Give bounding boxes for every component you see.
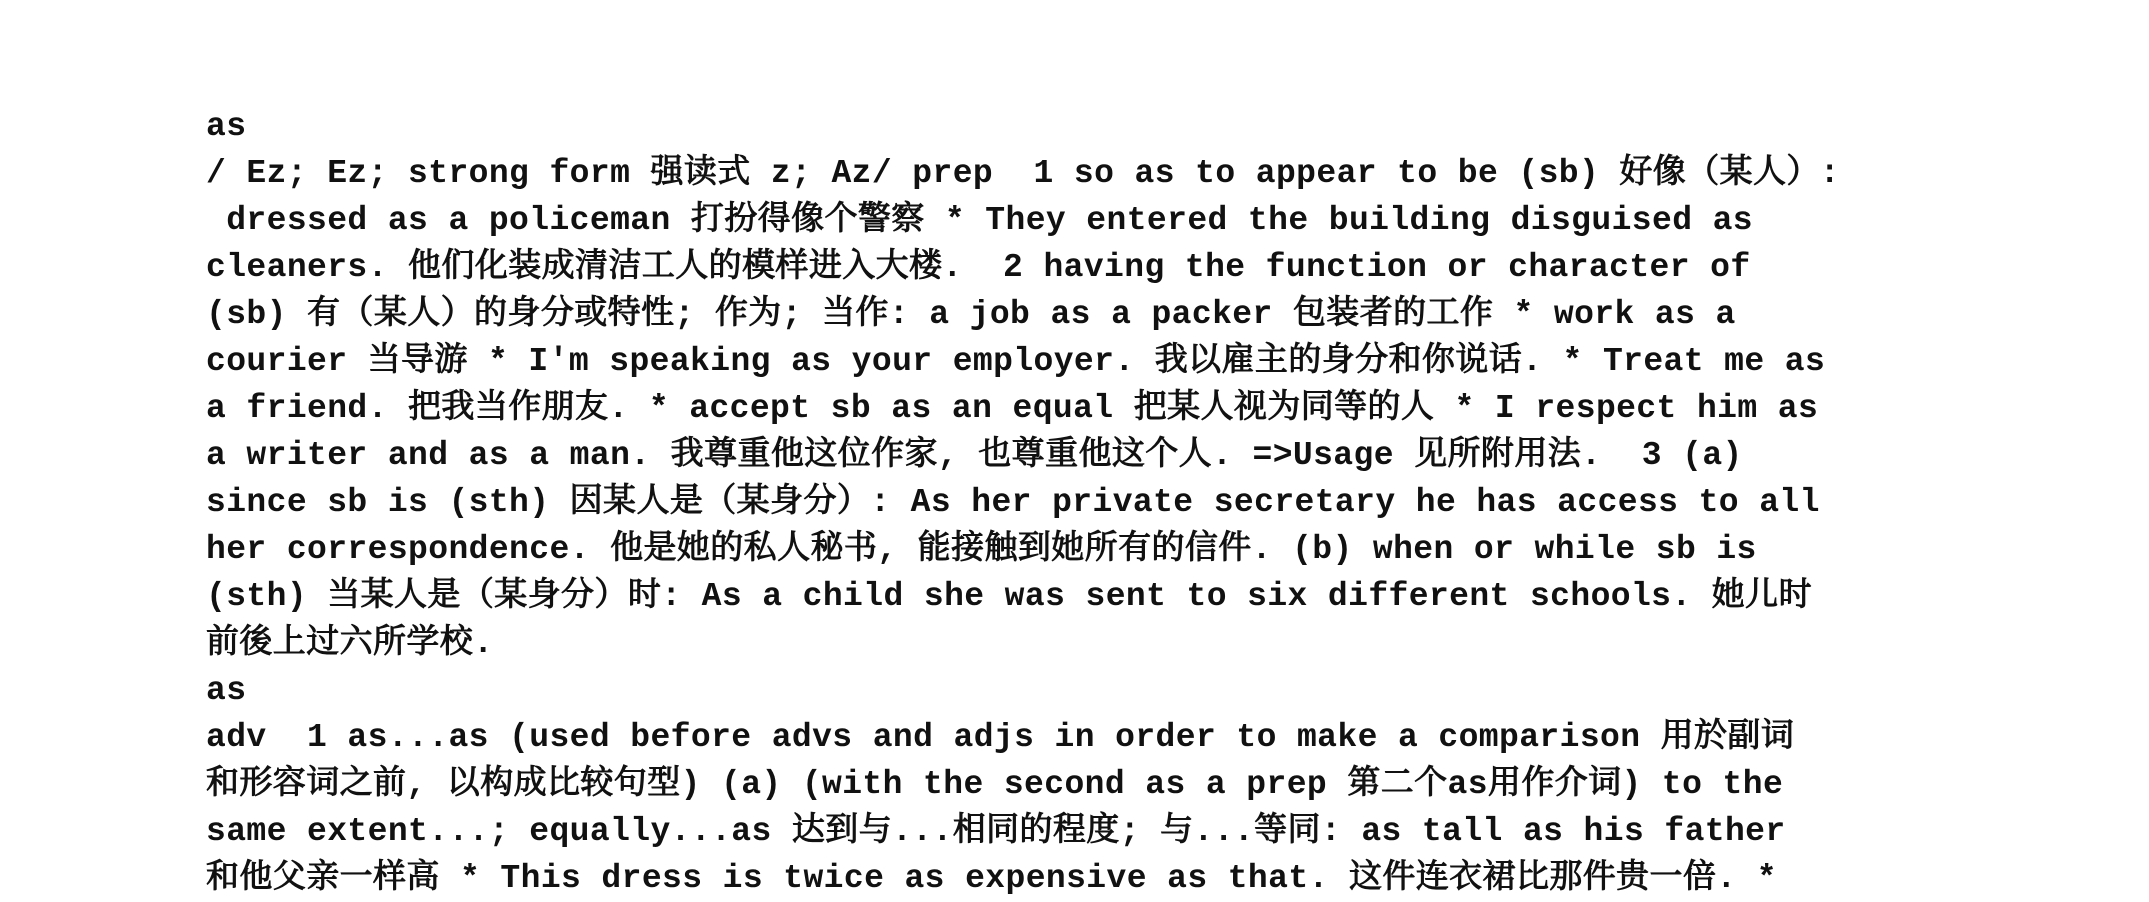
text-line: since sb is (sth) 因某人是（某身分）: As her private secretary he has access to all: [206, 484, 1820, 521]
text-line: her correspondence. 他是她的私人秘书, 能接触到她所有的信件. (b) when or while sb is: [206, 531, 1757, 568]
text-line: / Ez; Ez; strong form 强读式 z; Az/ prep 1 so as to appear to be (sb) 好像（某人）:: [206, 155, 1841, 192]
text-line: a writer and as a man. 我尊重他这位作家, 也尊重他这个人. =>Usage 见所附用法. 3 (a): [206, 437, 1743, 474]
text-line: 和他父亲一样高 * This dress is twice as expensive as that. 这件连衣裙比那件贵一倍. *: [206, 860, 1777, 897]
text-line: courier 当导游 * I'm speaking as your employer. 我以雇主的身分和你说话. * Treat me as: [206, 343, 1826, 380]
text-line: cleaners. 他们化装成清洁工人的模样进入大楼. 2 having the function or character of: [206, 249, 1751, 286]
text-line: 和形容词之前, 以构成比较句型) (a) (with the second as a prep 第二个as用作介词) to the: [206, 766, 1784, 803]
document-body: [206, 103, 2136, 902]
text-line: same extent...; equally...as 达到与...相同的程度; 与...等同: as tall as his father: [206, 813, 1786, 850]
text-line: 前後上过六所学校.: [206, 625, 494, 662]
text-line: adv 1 as...as (used before advs and adjs in order to make a comparison 用於副词: [206, 719, 1795, 756]
text-line: (sb) 有（某人）的身分或特性; 作为; 当作: a job as a packer 包装者的工作 * work as a: [206, 296, 1736, 333]
text-line: a friend. 把我当作朋友. * accept sb as an equal 把某人视为同等的人 * I respect him as: [206, 390, 1819, 427]
text-line: as: [206, 108, 247, 145]
text-line: (sth) 当某人是（某身分）时: As a child she was sent to six different schools. 她儿时: [206, 578, 1812, 615]
text-line: as: [206, 672, 247, 709]
text-line: dressed as a policeman 打扮得像个警察 * They entered the building disguised as: [206, 202, 1754, 239]
